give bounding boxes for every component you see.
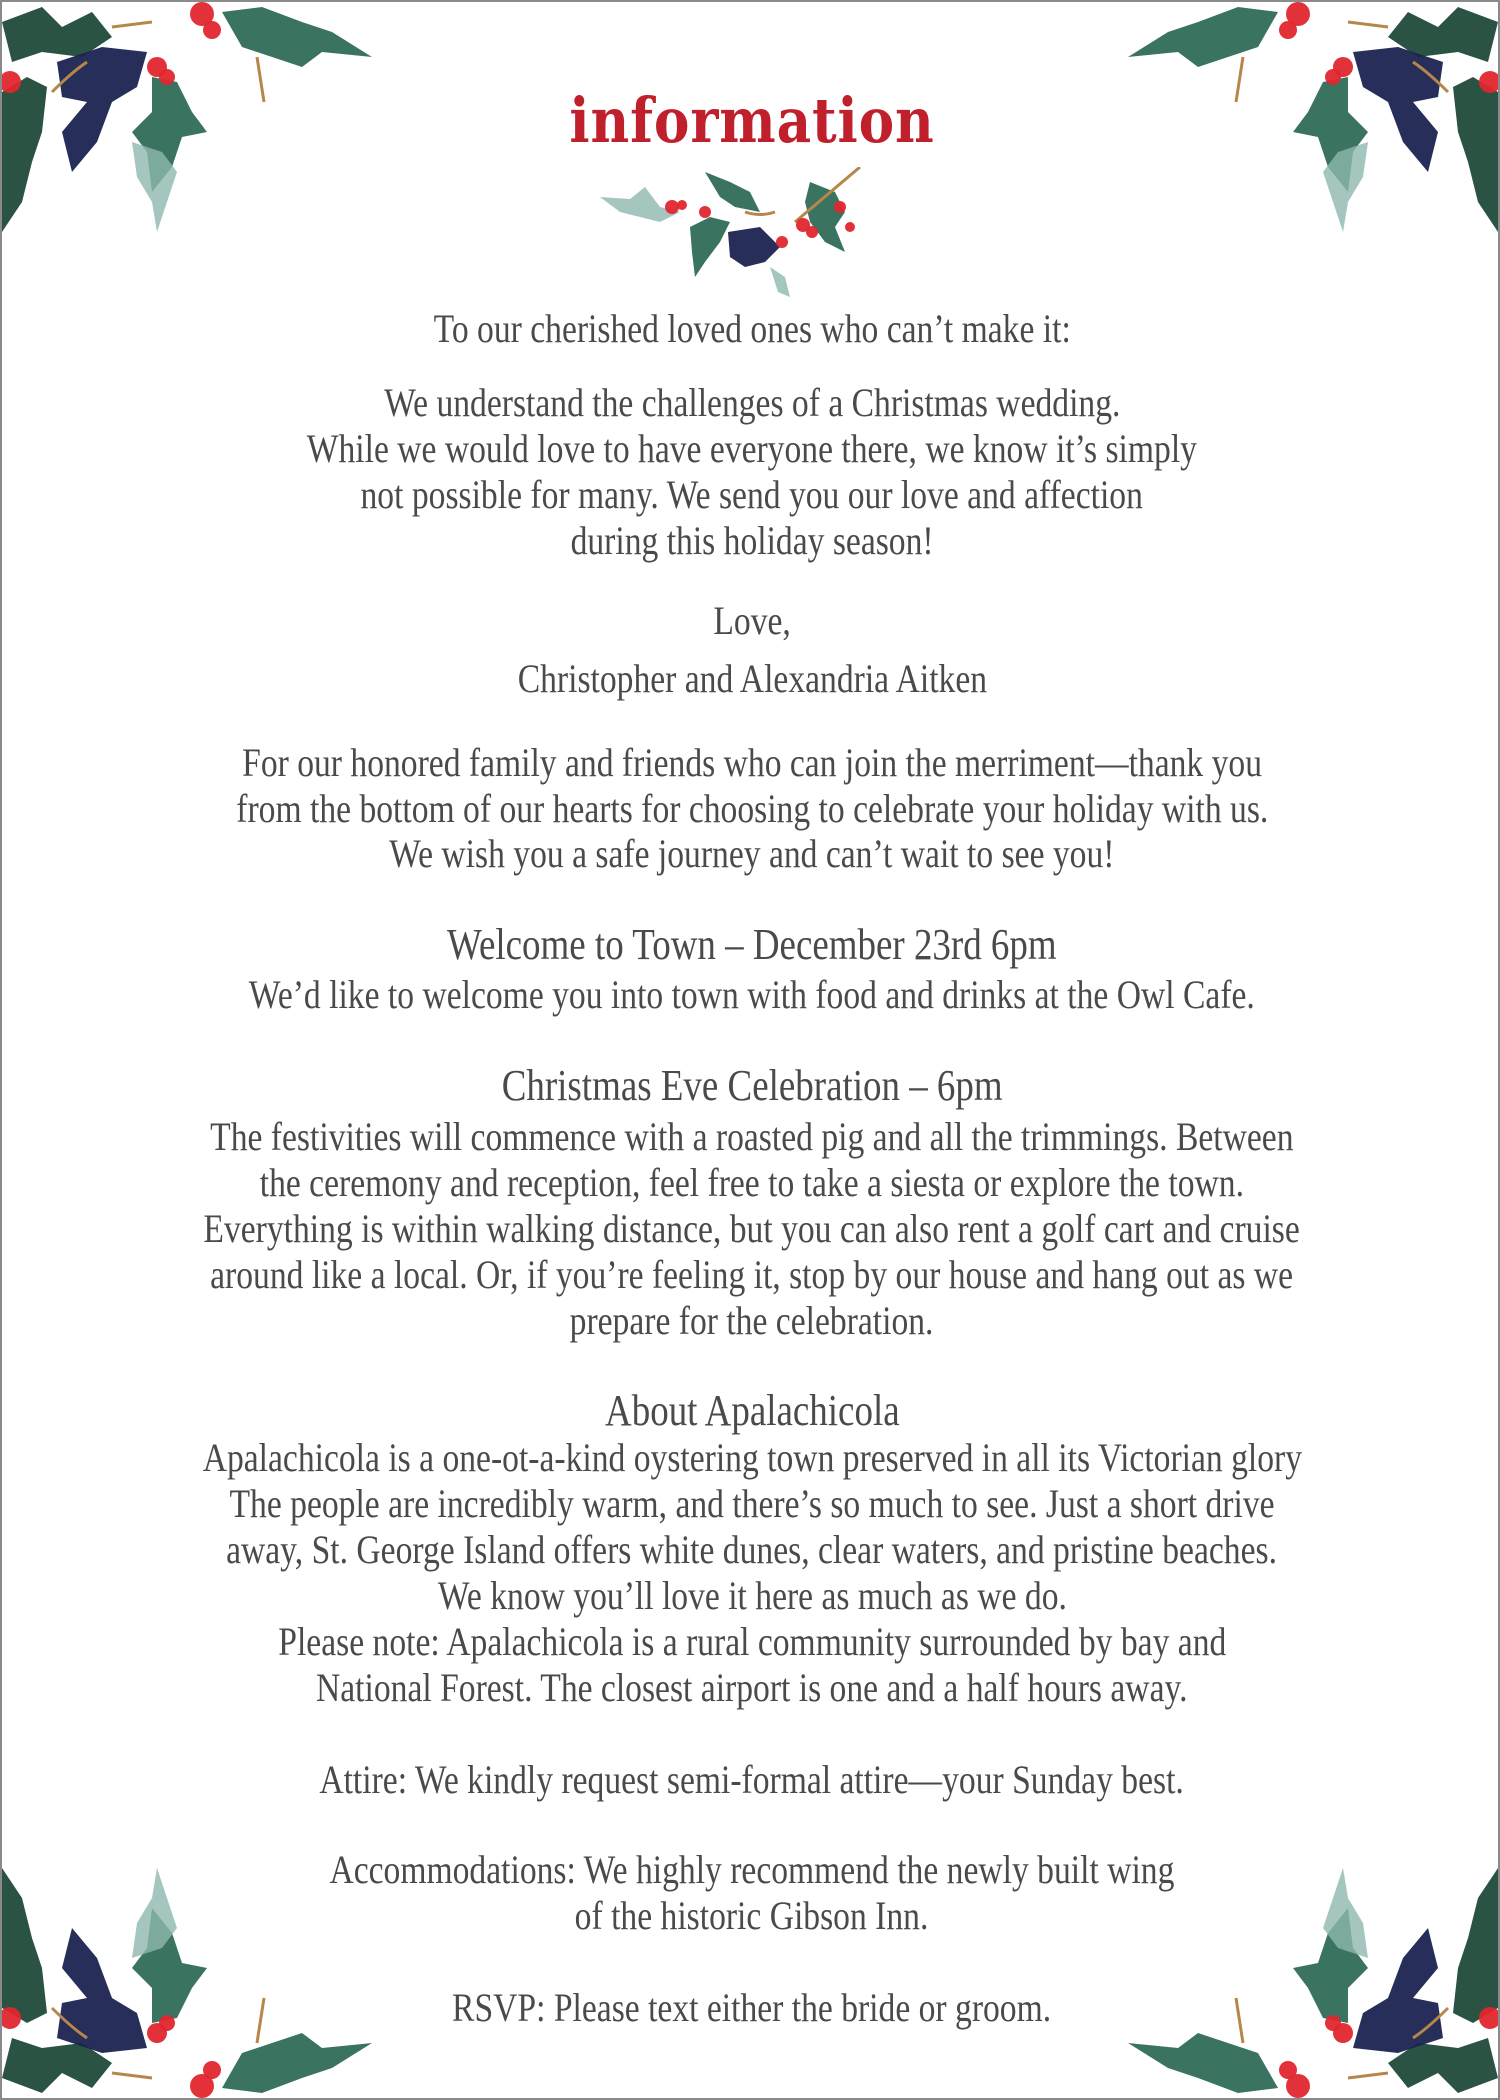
regrets-line: We understand the challenges of a Christmas wedding. <box>383 380 1121 425</box>
regrets-greeting: To our cherished loved ones who can’t make it: <box>433 306 1071 351</box>
event-description-line: prepare for the celebration. <box>570 1298 934 1343</box>
about-heading: About Apalachicola <box>604 1386 900 1435</box>
welcome-note-line: For our honored family and friends who can join the merriment—thank you <box>242 740 1262 785</box>
about-line: Please note: Apalachicola is a rural community surrounded by bay and <box>277 1619 1226 1664</box>
welcome-note-line: We wish you a safe journey and can’t wait to see you! <box>389 831 1115 876</box>
accommodations-line: Accommodations: We highly recommend the newly built wing <box>329 1847 1175 1892</box>
event-heading: Christmas Eve Celebration – 6pm <box>501 1061 1003 1110</box>
event-description-line: We’d like to welcome you into town with food and drinks at the Owl Cafe. <box>248 972 1256 1017</box>
accommodations-line: of the historic Gibson Inn. <box>575 1893 929 1938</box>
event-description-line: Everything is within walking distance, but you can also rent a golf cart and cruise <box>203 1206 1301 1251</box>
welcome-note-line: from the bottom of our hearts for choosing to celebrate your holiday with us. <box>235 786 1269 831</box>
event-description-line: The festivities will commence with a roasted pig and all the trimmings. Between <box>210 1114 1294 1159</box>
regrets-line: during this holiday season! <box>570 518 934 563</box>
signature: Christopher and Alexandria Aitken <box>517 656 987 701</box>
regrets-closing: Love, <box>713 598 791 643</box>
event-description-line: around like a local. Or, if you’re feeling it, stop by our house and hang out as we <box>210 1252 1294 1297</box>
regrets-line: While we would love to have everyone there, we know it’s simply <box>306 426 1198 471</box>
event-description-line: the ceremony and reception, feel free to take a siesta or explore the town. <box>259 1160 1245 1205</box>
about-line: Apalachicola is a one-ot-a-kind oystering town preserved in all its Victorian glory <box>202 1435 1302 1480</box>
title-text: information <box>569 84 935 157</box>
page-title <box>107 84 1397 157</box>
holly-sprig-icon <box>600 167 880 297</box>
about-line: The people are incredibly warm, and there’s so much to see. Just a short drive <box>229 1481 1275 1526</box>
about-line: National Forest. The closest airport is one and a half hours away. <box>316 1665 1188 1710</box>
about-line: away, St. George Island offers white dunes, clear waters, and pristine beaches. <box>226 1527 1278 1572</box>
attire-note: Attire: We kindly request semi-formal attire—your Sunday best. <box>319 1757 1185 1802</box>
rsvp-note: RSVP: Please text either the bride or groom. <box>452 1985 1052 2030</box>
event-heading: Welcome to Town – December 23rd 6pm <box>447 920 1057 969</box>
about-line: We know you’ll love it here as much as we do. <box>437 1573 1067 1618</box>
regrets-line: not possible for many. We send you our love and affection <box>360 472 1144 517</box>
